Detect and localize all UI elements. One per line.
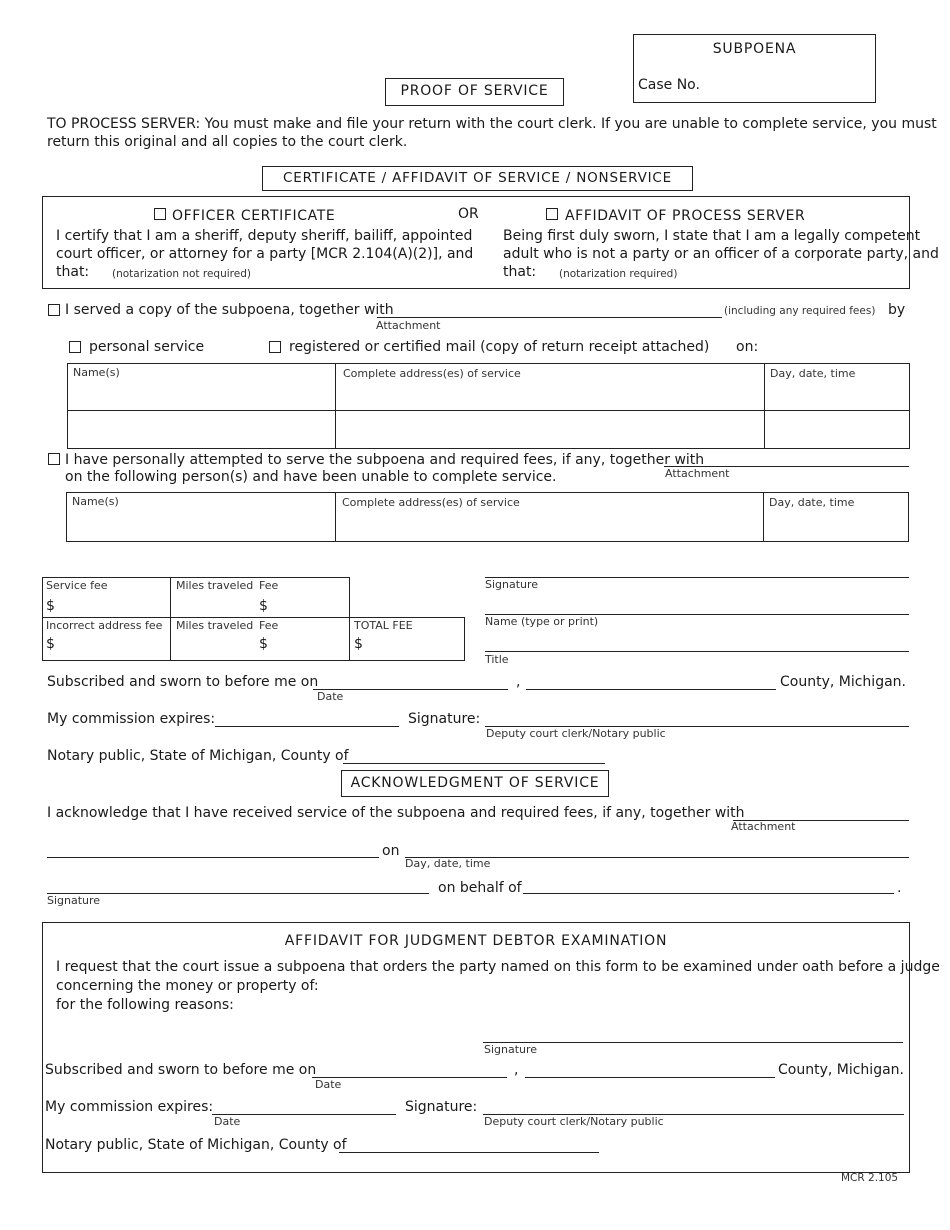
judgment-county-line[interactable] [525,1077,775,1078]
notary-public-label: Notary public, State of Michigan, County of [47,748,349,764]
attempted-table-col-divider [763,492,764,542]
personal-service-label: personal service [89,339,205,355]
judgment-line1: I request that the court issue a subpoena that orders the party named on this form to be examined under oath before a judge [56,959,940,975]
instructions-line2: return this original and all copies to the court clerk. [47,134,408,150]
judgment-commission-date-label: Date [214,1115,241,1128]
served-attachment-line[interactable] [377,317,722,318]
service-fee-dollar[interactable]: $ [46,598,55,614]
fee-label-2: Fee [259,619,279,632]
officer-line2: court officer, or attorney for a party [MCR 2.104(A)(2)], and [56,246,474,262]
fee-label: Fee [259,579,279,592]
affidavit-process-server-checkbox[interactable] [546,208,558,220]
on-behalf-label: on behalf of [438,880,522,896]
deputy-label: Deputy court clerk/Notary public [486,727,666,740]
officer-line3: that: [56,264,90,280]
acknowledgment-title: ACKNOWLEDGMENT OF SERVICE [350,775,600,791]
officer-certificate-title: OFFICER CERTIFICATE [172,208,336,224]
affidavit-line3: that: [503,264,537,280]
commission-label: My commission expires: [47,711,216,727]
subscribed-text: Subscribed and sworn to before me on [47,674,319,690]
instructions-text1: You must make and file your return with the court clerk. If you are unable to complete service, you must [204,116,937,132]
form-code: MCR 2.105 [841,1172,899,1184]
fee-dollar-2[interactable]: $ [259,636,268,652]
case-no-label: Case No. [638,77,700,93]
proof-of-service-title: PROOF OF SERVICE [400,83,549,99]
subscribed-date-label: Date [317,690,344,703]
total-fee-dollar[interactable]: $ [354,636,363,652]
service-fee-label: Service fee [46,579,108,592]
served-names-header: Name(s) [73,366,120,379]
ack-signature-label: Signature [47,894,101,907]
signature-line[interactable] [485,577,909,578]
county-line[interactable] [526,689,776,690]
certified-mail-label: registered or certified mail (copy of return receipt attached) [289,339,710,355]
judgment-notary-public: Notary public, State of Michigan, County of [45,1137,347,1153]
attempted-line1: I have personally attempted to serve the subpoena and required fees, if any, together with [65,452,705,468]
incorrect-fee-dollar[interactable]: $ [46,636,55,652]
judgment-date-label: Date [315,1078,342,1091]
judgment-deputy-label: Deputy court clerk/Notary public [484,1115,664,1128]
ack-first-line[interactable] [47,857,379,858]
notary-county-line[interactable] [343,763,605,764]
judgment-line3: for the following reasons: [56,997,234,1013]
ack-on-label: on [382,843,400,859]
officer-note: (notarization not required) [112,268,251,280]
attempted-date-header: Day, date, time [769,496,855,509]
served-date-header: Day, date, time [770,367,856,380]
fees-note: (including any required fees) [724,305,876,317]
officer-line1: I certify that I am a sheriff, deputy sheriff, bailiff, appointed [56,228,473,244]
miles-traveled-label: Miles traveled [176,579,254,592]
judgment-line2: concerning the money or property of: [56,978,319,994]
signature-label: Signature [485,578,539,591]
fee-dollar[interactable]: $ [259,598,268,614]
attempted-address-header: Complete address(es) of service [342,496,520,509]
attempted-line2: on the following person(s) and have been unable to complete service. [65,469,557,485]
served-attachment-label: Attachment [376,319,441,332]
judgment-signature-label: Signature [484,1043,538,1056]
instructions-line1 [47,116,937,132]
commission-line[interactable] [215,726,399,727]
signature-colon-label: Signature: [408,711,481,727]
instructions-lead: TO PROCESS SERVER: [47,116,201,132]
miles-traveled-label-2: Miles traveled [176,619,254,632]
served-table-col-divider [764,363,765,449]
on-label: on: [736,339,759,355]
judgment-signature-line[interactable] [483,1042,903,1043]
incorrect-address-fee-label: Incorrect address fee [46,619,163,632]
affidavit-title: AFFIDAVIT OF PROCESS SERVER [565,208,806,224]
judgment-comma: , [514,1062,519,1078]
ack-signature-line[interactable] [47,893,429,894]
personal-service-checkbox[interactable] [69,341,81,353]
form-title: SUBPOENA [712,41,797,57]
attempted-names-header: Name(s) [72,495,119,508]
ack-date-label: Day, date, time [405,857,491,870]
affidavit-line2: adult who is not a party or an officer of a corporate party, and [503,246,939,262]
judgment-subscribed: Subscribed and sworn to before me on [45,1062,317,1078]
judgment-title: AFFIDAVIT FOR JUDGMENT DEBTOR EXAMINATION [284,933,668,949]
certificate-title: CERTIFICATE / AFFIDAVIT OF SERVICE / NONSERVICE [283,170,672,186]
attempted-attachment-label: Attachment [665,467,730,480]
officer-certificate-checkbox[interactable] [154,208,166,220]
certified-mail-checkbox[interactable] [269,341,281,353]
on-behalf-period: . [897,880,902,896]
total-fee-label: TOTAL FEE [354,619,413,632]
judgment-notary-county-line[interactable] [339,1152,599,1153]
served-address-header: Complete address(es) of service [343,367,521,380]
served-text: I served a copy of the subpoena, together with [65,302,394,318]
or-label: OR [458,206,479,222]
judgment-county-label: County, Michigan. [778,1062,904,1078]
title-label: Title [485,653,509,666]
fees-col-divider [170,577,171,661]
served-table-col-divider [335,363,336,449]
judgment-commission: My commission expires: [45,1099,214,1115]
attempted-checkbox[interactable] [48,453,60,465]
acknowledgment-text: I acknowledge that I have received service of the subpoena and required fees, if any, together with [47,805,745,821]
attempted-table-col-divider [335,492,336,542]
ack-attachment-label: Attachment [731,820,796,833]
affidavit-line1: Being first duly sworn, I state that I am a legally competent [503,228,921,244]
served-checkbox[interactable] [48,304,60,316]
name-label: Name (type or print) [485,615,599,628]
title-line[interactable] [485,651,909,652]
county-label: County, Michigan. [780,674,906,690]
affidavit-note: (notarization required) [559,268,678,280]
on-behalf-line[interactable] [523,893,894,894]
comma: , [516,674,521,690]
served-table-row-divider [67,410,910,411]
by-label: by [888,302,906,318]
judgment-signature-colon: Signature: [405,1099,478,1115]
